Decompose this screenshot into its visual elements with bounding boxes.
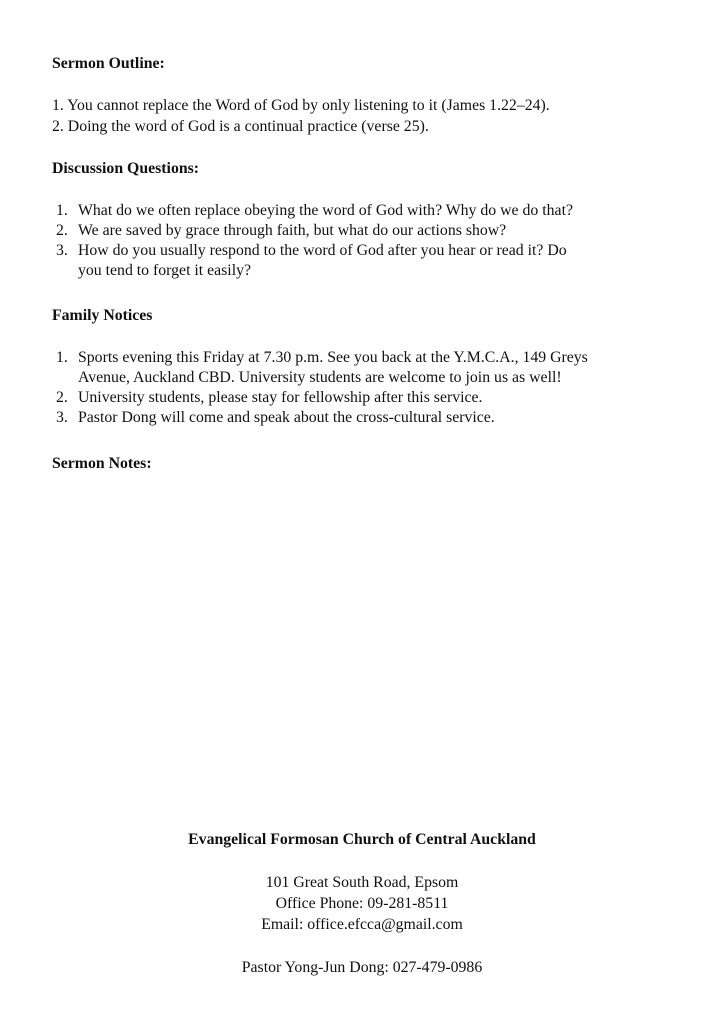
- notice-item-1: [52, 348, 692, 388]
- list-number: 3.: [56, 242, 68, 259]
- notices-list: [52, 348, 692, 428]
- list-number: 1.: [56, 202, 68, 219]
- discussion-item-3: [52, 241, 692, 281]
- discussion-text: We are saved by grace through faith, but what do our actions show?: [78, 222, 507, 239]
- list-number: 1.: [56, 349, 68, 366]
- notice-text-line1: Sports evening this Friday at 7.30 p.m. See you back at the Y.M.C.A., 149 Greys: [78, 349, 588, 366]
- discussion-text-line2: you tend to forget it easily?: [78, 262, 251, 279]
- discussion-list: [52, 201, 692, 281]
- church-name: Evangelical Formosan Church of Central Auckland: [188, 831, 536, 848]
- sermon-outline-heading: Sermon Outline:: [52, 55, 165, 72]
- list-number: 2.: [56, 222, 68, 239]
- notice-item-2: [52, 388, 692, 408]
- discussion-text-line1: How do you usually respond to the word of God after you hear or read it? Do: [78, 242, 567, 259]
- footer-pastor: Pastor Yong-Jun Dong: 027-479-0986: [241, 959, 483, 976]
- notice-text-line2: Avenue, Auckland CBD. University students are welcome to join us as well!: [78, 369, 562, 386]
- discussion-questions-heading: Discussion Questions:: [52, 160, 200, 177]
- notice-text: University students, please stay for fellowship after this service.: [78, 389, 483, 406]
- notice-text: Pastor Dong will come and speak about the cross-cultural service.: [78, 409, 495, 426]
- notice-item-3: [52, 408, 692, 428]
- footer-phone: Office Phone: 09-281-8511: [275, 895, 449, 912]
- footer-email: Email: office.efcca@gmail.com: [261, 916, 463, 933]
- footer-church-name: [0, 829, 724, 850]
- discussion-item-2: [52, 221, 692, 241]
- list-number: 2.: [56, 389, 68, 406]
- list-number: 3.: [56, 409, 68, 426]
- footer-address: 101 Great South Road, Epsom: [265, 874, 459, 891]
- sermon-notes-heading: Sermon Notes:: [52, 455, 152, 472]
- discussion-item-1: [52, 201, 692, 221]
- discussion-text: What do we often replace obeying the word of God with? Why do we do that?: [78, 202, 573, 219]
- outline-item-1: 1. You cannot replace the Word of God by only listening to it (James 1.22–24).: [52, 97, 550, 114]
- family-notices-heading: Family Notices: [52, 307, 153, 324]
- outline-item-2: 2. Doing the word of God is a continual practice (verse 25).: [52, 118, 429, 135]
